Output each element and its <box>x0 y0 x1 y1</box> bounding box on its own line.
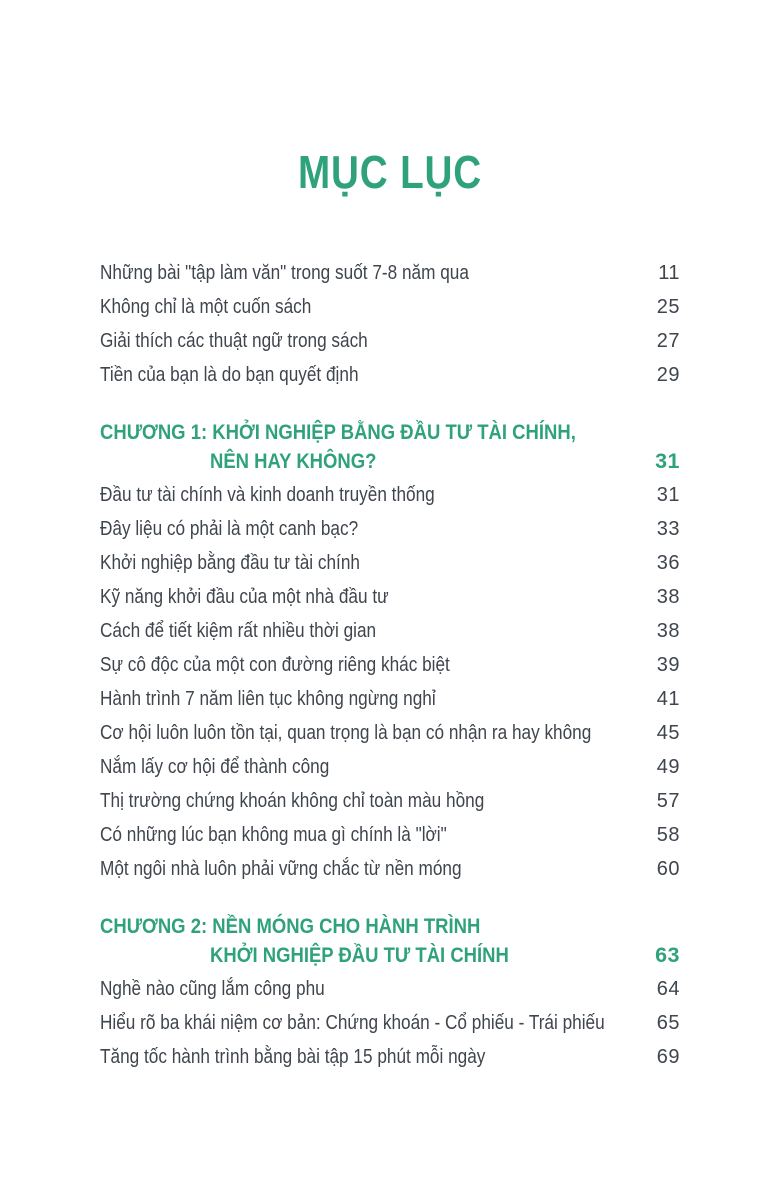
toc-entry-title: Hành trình 7 năm liên tục không ngừng nghỉ <box>100 688 436 710</box>
toc-entry <box>100 512 680 546</box>
chapter-2-heading-line-2 <box>100 941 680 970</box>
toc-entry <box>100 546 680 580</box>
toc-entry <box>100 716 680 750</box>
toc-entry-page-number: 57 <box>656 790 680 812</box>
toc-entry-title: Cơ hội luôn luôn tồn tại, quan trọng là bạn có nhận ra hay không <box>100 722 592 744</box>
toc-entry-page-number: 29 <box>656 364 680 386</box>
toc-entry-title: Khởi nghiệp bằng đầu tư tài chính <box>100 552 360 574</box>
toc-entry-page-number: 25 <box>656 296 680 318</box>
toc-entry-title: Đây liệu có phải là một canh bạc? <box>100 518 359 540</box>
toc-entry-page-number: 27 <box>656 330 680 352</box>
toc-entry-title: Sự cô độc của một con đường riêng khác biệt <box>100 654 450 676</box>
chapter-2-page-number: 63 <box>655 943 680 967</box>
toc-entry-title: Đầu tư tài chính và kinh doanh truyền thống <box>100 484 435 506</box>
chapter-1-heading-text: NÊN HAY KHÔNG? <box>210 449 377 473</box>
toc-entry <box>100 818 680 852</box>
toc-entry-title: Giải thích các thuật ngữ trong sách <box>100 330 368 352</box>
toc-entry-page-number: 38 <box>656 620 680 642</box>
toc-entry-title: Thị trường chứng khoán không chỉ toàn màu hồng <box>100 790 485 812</box>
toc-entry-page-number: 11 <box>658 262 680 284</box>
toc-entry-page-number: 64 <box>656 978 680 1000</box>
toc-entry <box>100 1040 680 1074</box>
toc-entry <box>100 614 680 648</box>
toc-entry-title: Những bài "tập làm văn" trong suốt 7-8 năm qua <box>100 262 469 284</box>
toc-entry-page-number: 39 <box>656 654 680 676</box>
toc-entry <box>100 648 680 682</box>
toc-entry <box>100 358 680 392</box>
toc-entry-title: Hiểu rõ ba khái niệm cơ bản: Chứng khoán - Cổ phiếu - Trái phiếu <box>100 1012 605 1034</box>
chapter-1-page-number: 31 <box>655 449 680 473</box>
toc-entry-title: Tiền của bạn là do bạn quyết định <box>100 364 359 386</box>
toc-entry <box>100 324 680 358</box>
toc-entry-title: Cách để tiết kiệm rất nhiều thời gian <box>100 620 377 642</box>
toc-entry-page-number: 38 <box>656 586 680 608</box>
toc-entry-title: Nghề nào cũng lắm công phu <box>100 978 325 1000</box>
toc-entry-title: Nắm lấy cơ hội để thành công <box>100 756 330 778</box>
toc-entry-page-number: 60 <box>656 858 680 880</box>
chapter-1-heading-text: CHƯƠNG 1: KHỞI NGHIỆP BẰNG ĐẦU TƯ TÀI CHÍNH, <box>100 420 576 444</box>
toc-entry <box>100 750 680 784</box>
toc-entry <box>100 972 680 1006</box>
toc-entry <box>100 784 680 818</box>
toc-entry-page-number: 58 <box>656 824 680 846</box>
toc-entry-title: Kỹ năng khởi đầu của một nhà đầu tư <box>100 586 389 608</box>
toc-entry-page-number: 69 <box>656 1046 680 1068</box>
page-title: MỤC LỤC <box>297 146 483 198</box>
toc-entry-title: Có những lúc bạn không mua gì chính là "lời" <box>100 824 447 846</box>
toc-entry <box>100 682 680 716</box>
toc-entry-title: Không chỉ là một cuốn sách <box>100 296 312 318</box>
toc-entry-page-number: 41 <box>656 688 680 710</box>
toc-entry-page-number: 33 <box>656 518 680 540</box>
chapter-2-heading-line-1 <box>100 912 680 941</box>
chapter-1-heading <box>100 418 680 476</box>
toc-entry-page-number: 45 <box>656 722 680 744</box>
toc-entry <box>100 256 680 290</box>
toc-entry-title: Một ngôi nhà luôn phải vững chắc từ nền móng <box>100 858 462 880</box>
toc-entry <box>100 852 680 886</box>
table-of-contents <box>0 256 780 1074</box>
chapter-2-heading <box>100 912 680 970</box>
toc-entry <box>100 1006 680 1040</box>
toc-entry-page-number: 65 <box>656 1012 680 1034</box>
toc-entry-title: Tăng tốc hành trình bằng bài tập 15 phút mỗi ngày <box>100 1046 486 1068</box>
chapter-1-heading-line-1 <box>100 418 680 447</box>
toc-entry-page-number: 36 <box>656 552 680 574</box>
chapter-2-heading-text: KHỞI NGHIỆP ĐẦU TƯ TÀI CHÍNH <box>210 943 509 967</box>
chapter-2-heading-text: CHƯƠNG 2: NỀN MÓNG CHO HÀNH TRÌNH <box>100 914 481 938</box>
toc-entry <box>100 478 680 512</box>
toc-entry-page-number: 49 <box>656 756 680 778</box>
toc-entry-page-number: 31 <box>656 484 680 506</box>
toc-entry <box>100 290 680 324</box>
toc-entry <box>100 580 680 614</box>
chapter-1-heading-line-2 <box>100 447 680 476</box>
